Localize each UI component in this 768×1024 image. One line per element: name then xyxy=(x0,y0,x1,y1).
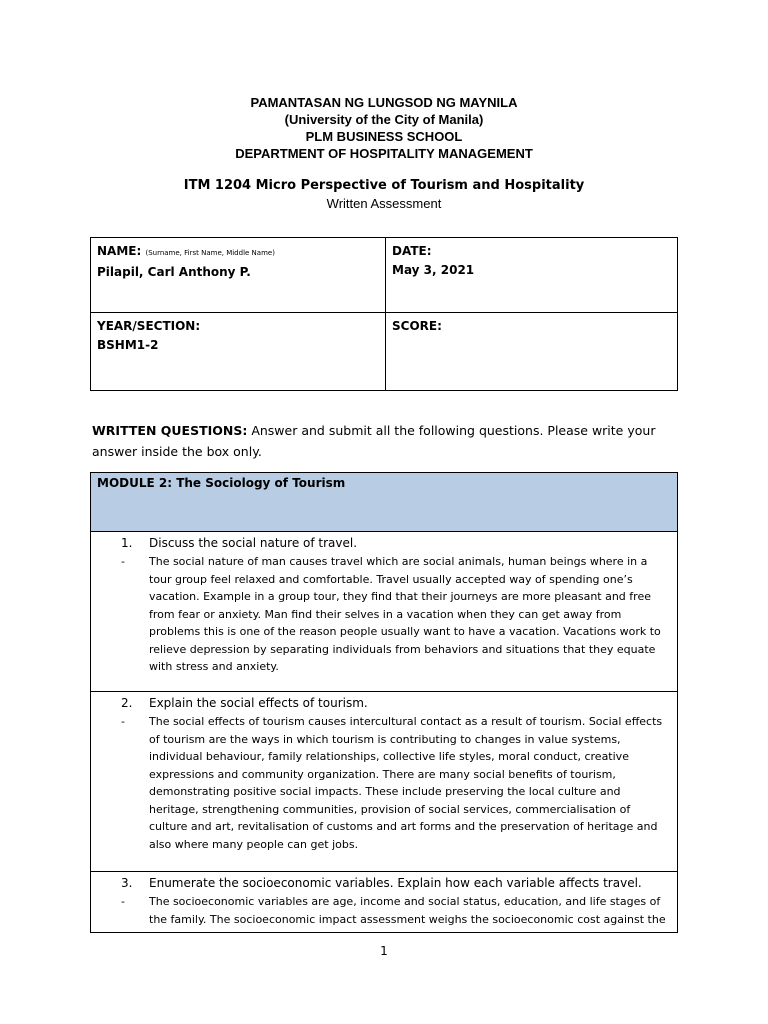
answer-3 xyxy=(97,893,671,928)
answer-text: The social effects of tourism causes intercultural contact as a result of tourism. Social effects of tourism are the ways in which tourism is contributing to changes in value systems, individual behaviour, family relationships, collective life styles, moral conduct, creative expressions and community organization. There are many social benefits of tourism, demonstrating positive social impacts. These include preserving the local culture and heritage, strengthening communities, provision of social services, commercialisation of culture and art, revitalisation of customs and art forms and the preservation of heritage and also where many people can get jobs. xyxy=(149,715,663,851)
instructions-label: WRITTEN QUESTIONS: xyxy=(92,423,248,438)
answer-1 xyxy=(97,553,671,676)
answer-text: The social nature of man causes travel which are social animals, human beings where in a tour group feel relaxed and comfortable. Travel usually accepted way of spending one’s vacation. Example in a group tour, they find that their journeys are more pleasant and free from fear or anxiety. Man find their selves in a vacation when they can get away from problems this is one of the reason people usually want to have a vacation. Vacations work to relieve depression by separating individuals from behaviors and situations that they equate with stress and anxiety. xyxy=(149,555,661,673)
question-1 xyxy=(97,535,671,552)
question-number: 2. xyxy=(121,696,133,710)
document-header xyxy=(0,94,768,162)
year-section-cell xyxy=(91,313,386,391)
name-cell xyxy=(91,238,386,313)
score-label: SCORE: xyxy=(392,319,442,333)
instructions-text: Answer and submit all the following questions. Please write your answer inside the box only. xyxy=(92,423,656,459)
date-cell xyxy=(386,238,678,313)
date-value: May 3, 2021 xyxy=(392,263,475,277)
question-3 xyxy=(97,875,671,892)
question-2 xyxy=(97,695,671,712)
school-name: PLM BUSINESS SCHOOL xyxy=(305,129,463,144)
answer-bullet: - xyxy=(121,715,125,728)
question-number: 3. xyxy=(121,876,133,890)
student-info-table xyxy=(90,237,678,391)
date-label: DATE: xyxy=(392,244,432,258)
year-section-value: BSHM1-2 xyxy=(97,338,159,352)
question-text: Discuss the social nature of travel. xyxy=(149,536,358,550)
name-label: NAME: xyxy=(97,244,142,258)
answer-text: The socioeconomic variables are age, income and social status, education, and life stages of the family. The socioeconomic impact assessment weighs the socioeconomic cost against the xyxy=(149,895,666,926)
year-section-label: YEAR/SECTION: xyxy=(97,319,201,333)
question-text: Enumerate the socioeconomic variables. Explain how each variable affects travel. xyxy=(149,876,642,890)
name-label-line xyxy=(97,243,379,262)
course-title: ITM 1204 Micro Perspective of Tourism and Hospitality xyxy=(183,178,585,193)
answer-bullet: - xyxy=(121,555,125,568)
question-3-cell xyxy=(91,872,678,933)
module-table xyxy=(90,472,678,933)
question-2-cell xyxy=(91,692,678,872)
name-hint: (Surname, First Name, Middle Name) xyxy=(145,249,275,257)
answer-2 xyxy=(97,713,671,853)
question-1-cell xyxy=(91,532,678,692)
question-text: Explain the social effects of tourism. xyxy=(149,696,368,710)
university-name: PAMANTASAN NG LUNGSOD NG MAYNILA xyxy=(250,95,518,110)
answer-bullet: - xyxy=(121,895,125,908)
course-block xyxy=(0,177,768,212)
score-cell xyxy=(386,313,678,391)
question-number: 1. xyxy=(121,536,133,550)
university-english-name: (University of the City of Manila) xyxy=(284,112,484,127)
written-questions-instructions xyxy=(92,420,682,462)
department-name: DEPARTMENT OF HOSPITALITY MANAGEMENT xyxy=(235,146,533,161)
assessment-subtitle: Written Assessment xyxy=(326,196,442,211)
name-value: Pilapil, Carl Anthony P. xyxy=(97,265,251,279)
page-number: 1 xyxy=(380,944,388,958)
module-title: MODULE 2: The Sociology of Tourism xyxy=(91,473,678,532)
